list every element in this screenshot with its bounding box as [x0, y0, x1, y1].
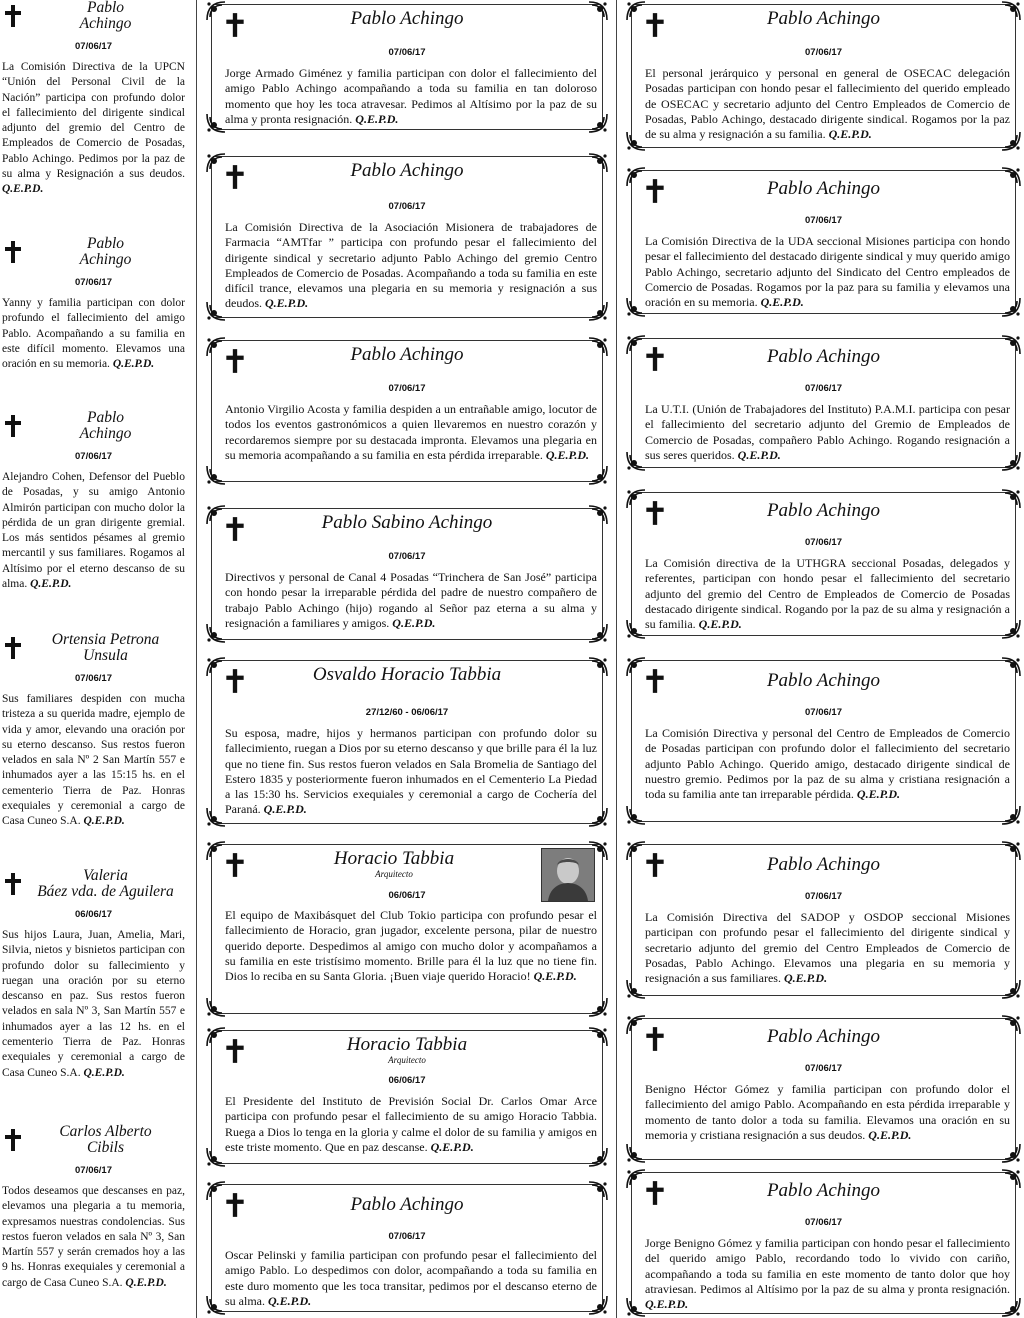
- corner-ornament-icon: [1000, 334, 1022, 356]
- notice-name: Pablo Achingo: [350, 1194, 464, 1215]
- notice-date: 07/06/17: [805, 383, 842, 394]
- cross-icon: [225, 1038, 245, 1064]
- corner-ornament-icon: [205, 1146, 227, 1168]
- cross-icon: [645, 500, 665, 526]
- corner-ornament-icon: [205, 112, 227, 134]
- corner-ornament-icon: [205, 622, 227, 644]
- cross-icon: [225, 852, 245, 878]
- notice-name: Valeria Báez vda. de Aguilera: [37, 868, 174, 900]
- notice-name: Pablo Achingo: [766, 500, 881, 521]
- obituary-box: [625, 0, 1022, 152]
- corner-ornament-icon: [587, 336, 609, 358]
- qepd-closing: Q.E.P.D.: [2, 183, 44, 196]
- corner-ornament-icon: [625, 618, 647, 640]
- obituary-box: [625, 334, 1022, 472]
- notice-body: El equipo de Maxibásquet del Club Tokio participa con profundo pesar el fallecimiento de Horacio, gran jugador, excelente persona, pilar de nuestro querido deporte. Despedimos al amigo con mucho dolor y acompañamos a su familia en este tristísimo momento. Brille para él la luz que no tiene fin. Dios lo reciba en su Santa Gloria. ¡Buen viaje querido Horacio! Q.E.P.D.: [225, 908, 597, 984]
- corner-ornament-icon: [625, 656, 647, 678]
- corner-ornament-icon: [205, 504, 227, 526]
- notice-name: Pablo Sabino Achingo: [321, 512, 493, 533]
- notice-body: Directivos y personal de Canal 4 Posadas “Trinchera de San José” participa con hondo pesar la irreparable pérdida del padre de nuestro compañero de trabajo Pablo Achingo (hijo) rogando al Señor paz eterna a su alma y resignación a familiares y amigos. Q.E.P.D.: [225, 570, 597, 630]
- obituary-box: [205, 1180, 609, 1316]
- notice-date: 07/06/17: [805, 1217, 842, 1228]
- corner-ornament-icon: [587, 504, 609, 526]
- corner-ornament-icon: [625, 1014, 647, 1036]
- cross-icon: [645, 1180, 665, 1206]
- qepd-closing: Q.E.P.D.: [698, 617, 742, 632]
- obituary-box: [205, 656, 609, 828]
- corner-ornament-icon: [1000, 804, 1022, 826]
- qepd-closing: Q.E.P.D.: [392, 615, 436, 630]
- corner-ornament-icon: [625, 450, 647, 472]
- notice-name: Pablo Achingo: [350, 8, 464, 29]
- qepd-closing: Q.E.P.D.: [83, 1066, 125, 1079]
- notice-name: Pablo Achingo: [79, 0, 132, 32]
- corner-ornament-icon: [587, 996, 609, 1018]
- corner-ornament-icon: [1000, 840, 1022, 862]
- corner-ornament-icon: [625, 166, 647, 188]
- cross-icon: [4, 414, 22, 438]
- obituary-box: [205, 0, 609, 134]
- notice-name: Pablo Achingo: [766, 178, 881, 199]
- cross-icon: [225, 164, 245, 190]
- obituary-box: [625, 1014, 1022, 1164]
- corner-ornament-icon: [625, 1296, 647, 1318]
- notice-body: Sus hijos Laura, Juan, Amelia, Mari, Silvia, nietos y bisnietos participan con profundo dolor su fallecimiento y ruegan una oración por su eterno descanso en paz. Sus restos fueron velados en sala Nº 3, San Martín 557 e inhumados ayer a las 12 hs. en el cementerio Tierra de Paz. Honras exequiales y ceremonial a cargo de Casa Cuneo S.A. Q.E.P.D.: [2, 929, 185, 1079]
- column-divider: [196, 0, 197, 1318]
- corner-ornament-icon: [587, 1026, 609, 1048]
- notice-name: Pablo Achingo: [350, 160, 464, 181]
- column-divider: [616, 0, 617, 1318]
- notice-name: Horacio Tabbia: [346, 1034, 468, 1055]
- cross-icon: [645, 668, 665, 694]
- notice-name: Pablo Achingo: [350, 344, 464, 365]
- corner-ornament-icon: [205, 806, 227, 828]
- cross-icon: [645, 178, 665, 204]
- corner-ornament-icon: [625, 334, 647, 356]
- obituary-box: [625, 1168, 1022, 1318]
- notice-date: 06/06/17: [388, 890, 426, 901]
- notice-body: Todos deseamos que descanses en paz, elevamos una plegaria a tu memoria, expresamos nuestras condolencias. Sus restos fueron velados en sala Nº 3, San Martín 557 y serán cremados hoy a las 9 hs. Honras exequiales y ceremonial a cargo de Casa Cuneo S.A. Q.E.P.D.: [2, 1185, 185, 1289]
- corner-ornament-icon: [1000, 656, 1022, 678]
- notice-date: 07/06/17: [388, 383, 426, 394]
- corner-ornament-icon: [205, 840, 227, 862]
- notice-body: La Comisión Directiva de la Asociación Misionera de trabajadores de Farmacia “AMTfar ” participa con profundo pesar el fallecimiento del dirigente sindical y secretario adjunto Pablo Achingo del gremio Centro Empleados de Comercio de Posadas. Acompañando a toda su familia en este difícil trance, elevamos una plegaria en su memoria y resignación a sus deudos. Q.E.P.D.: [225, 220, 597, 311]
- qepd-closing: Q.E.P.D.: [737, 447, 781, 462]
- notice-body: Sus familiares despiden con mucha tristeza a su querida madre, ejemplo de vida y amor, elevando una oración por su eterno descanso. Sus restos fueron velados en sala Nº 2 San Martín 557 e inhumados ayer a las 15:15 hs. en el cementerio Tierra de Paz. Honras exequiales y ceremonial a cargo de Casa Cuneo S.A. Q.E.P.D.: [2, 693, 185, 828]
- cross-icon: [225, 12, 245, 38]
- obituary-box: [205, 152, 609, 322]
- left-column: [0, 0, 187, 1318]
- notice-date: 07/06/17: [805, 215, 842, 226]
- cross-icon: [645, 346, 665, 372]
- right-column: [625, 0, 1022, 1318]
- qepd-closing: Q.E.P.D.: [856, 787, 901, 802]
- qepd-closing: Q.E.P.D.: [355, 111, 399, 126]
- qepd-closing: Q.E.P.D.: [533, 969, 577, 984]
- notice-body: Alejandro Cohen, Defensor del Pueblo de Posadas, y su amigo Antonio Almirón participan con mucho dolor la pérdida de un gran dirigente gremial. Los más sentidos pésames al gremio mercantil y sus familiares. Rogamos al Altísimo por el eterno descanso de su alma. Q.E.P.D.: [2, 471, 185, 591]
- corner-ornament-icon: [1000, 1168, 1022, 1190]
- corner-ornament-icon: [205, 1180, 227, 1202]
- cross-icon: [4, 636, 22, 660]
- corner-ornament-icon: [205, 0, 227, 22]
- notice-name: Horacio Tabbia: [333, 848, 455, 869]
- notice-name: Pablo Achingo: [766, 1026, 881, 1047]
- notice-body: Oscar Pelinski y familia participan con profundo pesar el fallecimiento del amigo Pablo. Lo despedimos con dolor, acompañando a toda su familia en este duro momento que les toca transitar, pedimos por el descanso eterno de su alma. Q.E.P.D.: [225, 1248, 597, 1308]
- corner-ornament-icon: [205, 1294, 227, 1316]
- notice-body: Yanny y familia participan con dolor profundo el fallecimiento del amigo Pablo. Acompañando a su familia en este difícil momento. Elevamos una oración en su memoria. Q.E.P.D.: [2, 297, 185, 371]
- notice-name: Ortensia Petrona Unsula: [51, 632, 160, 664]
- corner-ornament-icon: [625, 130, 647, 152]
- notice-date: 07/06/17: [388, 551, 426, 562]
- corner-ornament-icon: [1000, 166, 1022, 188]
- qepd-closing: Q.E.P.D.: [545, 447, 589, 462]
- notice-date: 07/06/17: [805, 1063, 842, 1074]
- obituary-box: [205, 336, 609, 486]
- corner-ornament-icon: [587, 464, 609, 486]
- corner-ornament-icon: [205, 152, 227, 174]
- qepd-closing: Q.E.P.D.: [268, 1293, 312, 1308]
- notice-date: 07/06/17: [388, 47, 426, 58]
- qepd-closing: Q.E.P.D.: [263, 802, 307, 817]
- notice-date: 07/06/17: [805, 537, 842, 548]
- notice-name: Pablo Achingo: [766, 854, 881, 875]
- cross-icon: [225, 516, 245, 542]
- qepd-closing: Q.E.P.D.: [112, 358, 155, 371]
- cross-icon: [225, 1192, 245, 1218]
- notice-subtitle: Arquitecto: [388, 1055, 426, 1065]
- notice-date: 07/06/17: [75, 277, 112, 288]
- notice-date: 06/06/17: [388, 1075, 426, 1086]
- notice-date: 06/06/17: [75, 909, 112, 920]
- corner-ornament-icon: [1000, 488, 1022, 510]
- qepd-closing: Q.E.P.D.: [645, 1297, 689, 1312]
- notice-date: 07/06/17: [805, 707, 842, 718]
- corner-ornament-icon: [625, 804, 647, 826]
- notice-date: 07/06/17: [75, 451, 112, 462]
- corner-ornament-icon: [587, 152, 609, 174]
- notice-body: Jorge Armado Giménez y familia participan con dolor el fallecimiento del amigo Pablo Achingo acompañando a toda su familia en tan doloroso momento que hoy les toca atravesar. Pedimos al Altísimo por la paz de su alma y pronta resignación. Q.E.P.D.: [225, 66, 597, 126]
- middle-column: [205, 0, 609, 1318]
- notice-date: 27/12/60 - 06/06/17: [365, 707, 449, 718]
- cross-icon: [4, 4, 22, 28]
- cross-icon: [645, 12, 665, 38]
- cross-icon: [645, 1026, 665, 1052]
- qepd-closing: Q.E.P.D.: [828, 127, 872, 142]
- notice-date: 07/06/17: [805, 47, 842, 58]
- corner-ornament-icon: [625, 0, 647, 22]
- notice-date: 07/06/17: [388, 1231, 426, 1242]
- obituary-box: [205, 840, 609, 1018]
- corner-ornament-icon: [1000, 1142, 1022, 1164]
- corner-ornament-icon: [625, 296, 647, 318]
- notice-date: 07/06/17: [75, 673, 112, 684]
- obituary-box: [625, 840, 1022, 1000]
- cross-icon: [645, 852, 665, 878]
- obituary-box: [625, 166, 1022, 318]
- cross-icon: [225, 668, 245, 694]
- notice-body: La Comisión Directiva del SADOP y OSDOP seccional Misiones participan con profundo pesar el fallecimiento del dirigente sindical y secretario adjunto del gremio del Centro Empleados de Comercio de Posadas, Pablo Achingo. Elevamos una plegaria en su memoria y resignación a sus familiares. Q.E.P.D.: [645, 910, 1010, 986]
- left-notice: [0, 632, 187, 868]
- notice-name: Pablo Achingo: [766, 8, 881, 29]
- obituary-box: [205, 1026, 609, 1168]
- notice-subtitle: Arquitecto: [375, 869, 413, 879]
- corner-ornament-icon: [205, 300, 227, 322]
- notice-date: 07/06/17: [388, 201, 426, 212]
- corner-ornament-icon: [205, 1026, 227, 1048]
- qepd-closing: Q.E.P.D.: [430, 1139, 474, 1154]
- obituary-box: [625, 488, 1022, 640]
- left-notice: [0, 1124, 187, 1316]
- corner-ornament-icon: [205, 336, 227, 358]
- notice-name: Pablo Achingo: [79, 410, 132, 442]
- obituary-box: [205, 504, 609, 644]
- qepd-closing: Q.E.P.D.: [30, 578, 72, 591]
- notice-body: La Comisión Directiva de la UPCN “Unión del Personal Civil de la Nación” participa con profundo dolor el fallecimiento del dirigente sindical adjunto del gremio del Centro de Empleados de Comercio de Posadas, Pablo Achingo. Pedimos por la paz de su alma y Resignación a sus deudos. Q.E.P.D.: [2, 61, 185, 196]
- corner-ornament-icon: [587, 656, 609, 678]
- notice-name: Pablo Achingo: [766, 346, 881, 367]
- notice-body: Benigno Héctor Gómez y familia participan con profundo dolor el fallecimiento del amigo Pablo. Acompañando en esta pérdida irreparable y momento de tanto dolor a toda su familia. Elevamos una oración en su memoria y cristiana resignación a sus deudos. Q.E.P.D.: [645, 1082, 1010, 1142]
- cross-icon: [225, 348, 245, 374]
- notice-body: La Comisión Directiva y personal del Centro de Empleados de Comercio de Posadas participan con profundo dolor el fallecimiento del secretario adjunto Pablo Achingo. Querido amigo, destacado dirigente sindical de nuestro gremio. Pedimos por la paz de su alma y cristiana resignación a toda su familia ante tan irreparable pérdida. Q.E.P.D.: [645, 726, 1010, 802]
- corner-ornament-icon: [1000, 1014, 1022, 1036]
- left-notice: [0, 236, 187, 410]
- notice-body: La Comisión Directiva de la UDA seccional Misiones participa con hondo pesar el fallecimiento del destacado dirigente sindical y muy querido amigo Pablo Achingo, secretario adjunto del Sindicato del Centro empleados de Comercio de Posadas. Rogamos por la paz para su familia y elevamos una oración en su memoria. Q.E.P.D.: [645, 234, 1010, 310]
- qepd-closing: Q.E.P.D.: [760, 295, 804, 310]
- notice-name: Pablo Achingo: [79, 236, 132, 268]
- notice-name: Carlos Alberto Cibils: [59, 1124, 152, 1156]
- left-notice: [0, 0, 187, 236]
- corner-ornament-icon: [625, 840, 647, 862]
- notice-name: Pablo Achingo: [766, 1180, 881, 1201]
- corner-ornament-icon: [625, 978, 647, 1000]
- notice-body: La Comisión directiva de la UTHGRA seccional Posadas, delegados y referentes, participan con hondo pesar el fallecimiento del secretario adjunto del gremio del Centro de Empleados de Comercio de Posadas destacado dirigente sindical. Rogando por la paz de su alma y resignación a su familia. Q.E.P.D.: [645, 556, 1010, 632]
- notice-name: Osvaldo Horacio Tabbia: [312, 664, 502, 685]
- corner-ornament-icon: [587, 0, 609, 22]
- obituary-box: [625, 656, 1022, 826]
- cross-icon: [4, 1128, 22, 1152]
- qepd-closing: Q.E.P.D.: [783, 971, 828, 986]
- notice-name: Pablo Achingo: [766, 670, 881, 691]
- notice-body: Antonio Virgilio Acosta y familia despiden a un entrañable amigo, locutor de todos los eventos gastronómicos a quien llevaremos en nuestro corazón y recordaremos siempre por su destacada impronta. Elevamos una plegaria en su memoria acompañando a su familia en esta pérdida irreparable. Q.E.P.D.: [225, 402, 597, 462]
- left-notice: [0, 410, 187, 632]
- qepd-closing: Q.E.P.D.: [125, 1276, 167, 1289]
- corner-ornament-icon: [205, 656, 227, 678]
- corner-ornament-icon: [1000, 0, 1022, 22]
- notice-date: 07/06/17: [75, 41, 112, 52]
- left-notice: [0, 868, 187, 1124]
- corner-ornament-icon: [205, 464, 227, 486]
- cross-icon: [4, 872, 22, 896]
- notice-body: La U.T.I. (Unión de Trabajadores del Instituto) P.A.M.I. participa con pesar el fallecimiento del secretario adjunto del Gremio de Empleados de Comercio de Posadas, compañero Pablo Achingo. Rogando resignación a sus seres queridos. Q.E.P.D.: [645, 402, 1010, 462]
- corner-ornament-icon: [587, 1180, 609, 1202]
- corner-ornament-icon: [625, 488, 647, 510]
- notice-body: Jorge Benigno Gómez y familia participan con hondo pesar el fallecimiento del querido amigo Pablo, recordando todo lo vivido con cariño, acompañando a toda su familia en este momento de tanto dolor que hoy atraviesan. Pedimos al Altísimo por la paz de su alma y pronta resignación. Q.E.P.D.: [645, 1236, 1010, 1312]
- corner-ornament-icon: [205, 996, 227, 1018]
- notice-body: El Presidente del Instituto de Previsión Social Dr. Carlos Omar Arce participa con profundo pesar el fallecimiento de su amigo Horacio Tabbia. Ruega a Dios lo tenga en la gloria y calme el dolor de su familia y amigos en este triste momento. Que en paz descanse. Q.E.P.D.: [225, 1094, 597, 1154]
- notice-body: El personal jerárquico y personal en general de OSECAC delegación Posadas participan con hondo pesar el fallecimiento del querido empleado de OSECAC y secretario adjunto del Centro Empleados de Comercio de Posadas, Pablo Achingo, destacado dirigente sindical. Rogamos por la paz de su alma y resignación a su familia. Q.E.P.D.: [645, 66, 1010, 142]
- corner-ornament-icon: [625, 1142, 647, 1164]
- qepd-closing: Q.E.P.D.: [868, 1127, 912, 1142]
- qepd-closing: Q.E.P.D.: [265, 296, 309, 311]
- corner-ornament-icon: [625, 1168, 647, 1190]
- notice-body: Su esposa, madre, hijos y hermanos participan con profundo dolor su fallecimiento, ruegan a Dios por su eterno descanso y que brille para él la luz que no tiene fin. Sus restos fueron velados en Sala Bromelia de Santiago del Estero 1835 y posteriormente fueron inhumados en el Cementerio La Piedad a las 15:30 hs. Servicios exequiales y ceremonial a cargo de Cochería del Paraná. Q.E.P.D.: [225, 726, 597, 817]
- notice-date: 07/06/17: [75, 1165, 112, 1176]
- notice-date: 07/06/17: [805, 891, 842, 902]
- cross-icon: [4, 240, 22, 264]
- qepd-closing: Q.E.P.D.: [83, 815, 125, 828]
